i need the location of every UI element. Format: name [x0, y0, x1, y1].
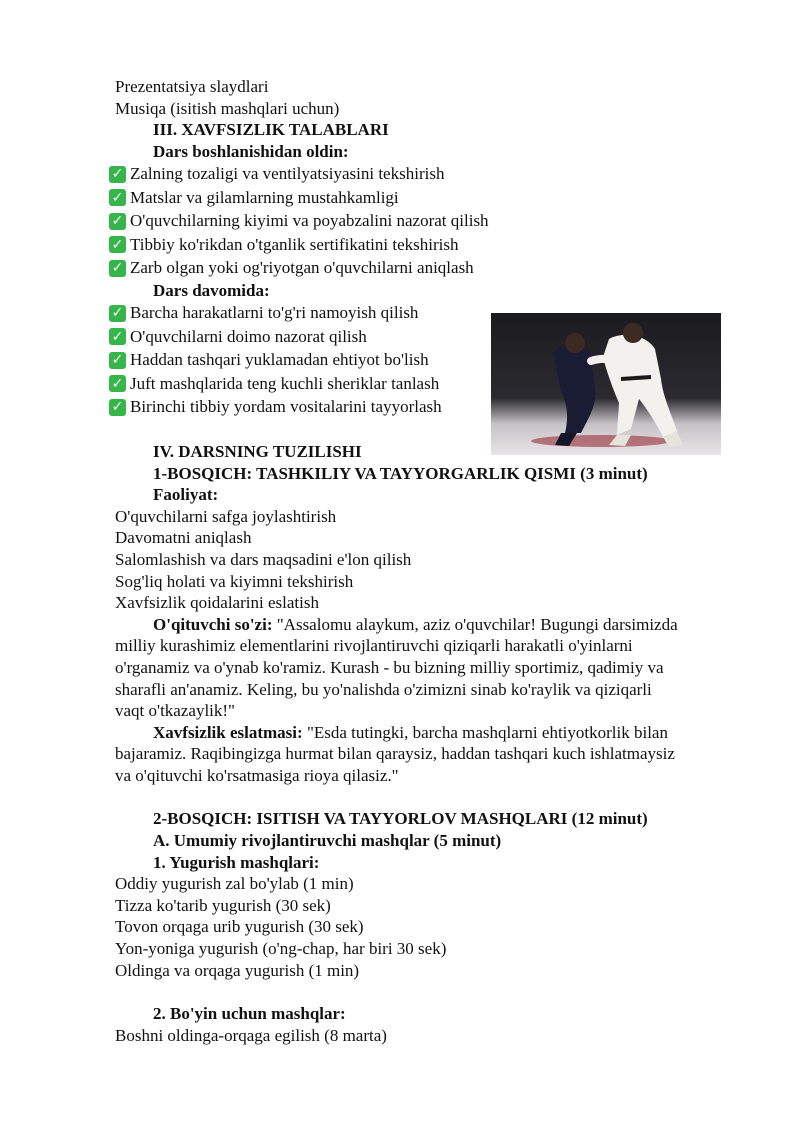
- text-line: Sog'liq holati va kiyimni tekshirish: [115, 571, 354, 591]
- check-mark-icon: ✓: [109, 375, 126, 392]
- text-line: Prezentatsiya slaydlari: [115, 77, 269, 96]
- text-line: Xavfsizlik qoidalarini eslatish: [115, 593, 319, 613]
- check-mark-icon: ✓: [109, 189, 126, 206]
- text-line: Yon-yoniga yugurish (o'ng-chap, har biri 30 sek): [115, 939, 447, 959]
- document-text: [111, 76, 735, 1046]
- stage-heading: 1-BOSQICH: TASHKILIY VA TAYYORGARLIK QISMI (3 minut): [153, 463, 648, 483]
- checklist-item: ✓ Tibbiy ko'rikdan o'tganlik sertifikatini tekshirish: [109, 233, 735, 257]
- checklist-item: ✓ Barcha harakatlarni to'g'ri namoyish qilish: [109, 301, 735, 325]
- text-line: Oldinga va orqaga yugurish (1 min): [115, 960, 360, 980]
- safety-label: Xavfsizlik eslatmasi:: [153, 722, 303, 742]
- checklist-item: ✓ O'quvchilarning kiyimi va poyabzalini nazorat qilish: [109, 209, 735, 233]
- checklist-before: [111, 162, 735, 280]
- checklist-item: ✓ Juft mashqlarida teng kuchli sheriklar tanlash: [109, 372, 735, 396]
- check-mark-icon: ✓: [109, 352, 126, 369]
- teacher-label: O'qituvchi so'zi:: [153, 614, 273, 634]
- section-heading: IV. DARSNING TUZILISHI: [153, 441, 362, 461]
- text-line: Oddiy yugurish zal bo'ylab (1 min): [115, 874, 354, 894]
- check-mark-icon: ✓: [109, 166, 126, 183]
- text-line: Davomatni aniqlash: [115, 528, 252, 548]
- text-line: Musiqa (isitish mashqlari uchun): [115, 98, 340, 118]
- wrestlers-illustration: [491, 313, 721, 455]
- wrestling-photo: [491, 313, 721, 455]
- checklist-item: ✓ O'quvchilarni doimo nazorat qilish: [109, 325, 735, 349]
- check-mark-icon: ✓: [109, 213, 126, 230]
- check-mark-icon: ✓: [109, 260, 126, 277]
- check-mark-icon: ✓: [109, 305, 126, 322]
- teacher-speech: O'qituvchi so'zi: "Assalomu alaykum, aziz o'quvchilar! Bugungi darsimizda milliy kurashimiz elementlarini rivojlantiruvchi qiziqarli harakatli o'yinlarni o'rganamiz va o'ynab ko'ramiz. Kurash - bu bizning milliy sportimiz, qadimiy va sharafli an'anamiz. Keling, bu yo'nalishda o'zimizni sinab ko'raylik va qiziqarli vaqt o'tkazaylik!": [115, 614, 678, 721]
- subheading: Dars davomida:: [153, 280, 270, 300]
- subheading: 2. Bo'yin uchun mashqlar:: [153, 1004, 346, 1024]
- subheading: A. Umumiy rivojlantiruvchi mashqlar (5 minut): [153, 831, 502, 851]
- text-line: Boshni oldinga-orqaga egilish (8 marta): [115, 1025, 387, 1045]
- section-heading: III. XAVFSIZLIK TALABLARI: [153, 120, 389, 140]
- check-mark-icon: ✓: [109, 328, 126, 345]
- subheading: Faoliyat:: [153, 485, 219, 505]
- checklist-item: ✓ Matslar va gilamlarning mustahkamligi: [109, 186, 735, 210]
- check-mark-icon: ✓: [109, 236, 126, 253]
- text-line: Tovon orqaga urib yugurish (30 sek): [115, 917, 364, 937]
- subheading: Dars boshlanishidan oldin:: [153, 141, 349, 161]
- check-mark-icon: ✓: [109, 399, 126, 416]
- safety-reminder: Xavfsizlik eslatmasi: "Esda tutingki, barcha mashqlarni ehtiyotkorlik bilan bajaramiz. Raqibingizga hurmat bilan qaraysiz, haddan tashqari kuch ishlatmaysiz va o'qituvchi ko'rsatmasiga rioya qilasiz.": [115, 722, 675, 785]
- text-line: O'quvchilarni safga joylashtirish: [115, 506, 337, 526]
- checklist-item: ✓ Zarb olgan yoki og'riyotgan o'quvchilarni aniqlash: [109, 256, 735, 280]
- checklist-item: ✓ Birinchi tibbiy yordam vositalarini tayyorlash: [109, 395, 735, 419]
- text-line: Tizza ko'tarib yugurish (30 sek): [115, 895, 331, 915]
- stage-heading: 2-BOSQICH: ISITISH VA TAYYORLOV MASHQLARI (12 minut): [153, 809, 648, 829]
- text-line: Salomlashish va dars maqsadini e'lon qilish: [115, 549, 412, 569]
- checklist-item: ✓ Zalning tozaligi va ventilyatsiyasini tekshirish: [109, 162, 735, 186]
- subheading: 1. Yugurish mashqlari:: [153, 852, 320, 872]
- checklist-item: ✓ Haddan tashqari yuklamadan ehtiyot bo'lish: [109, 348, 735, 372]
